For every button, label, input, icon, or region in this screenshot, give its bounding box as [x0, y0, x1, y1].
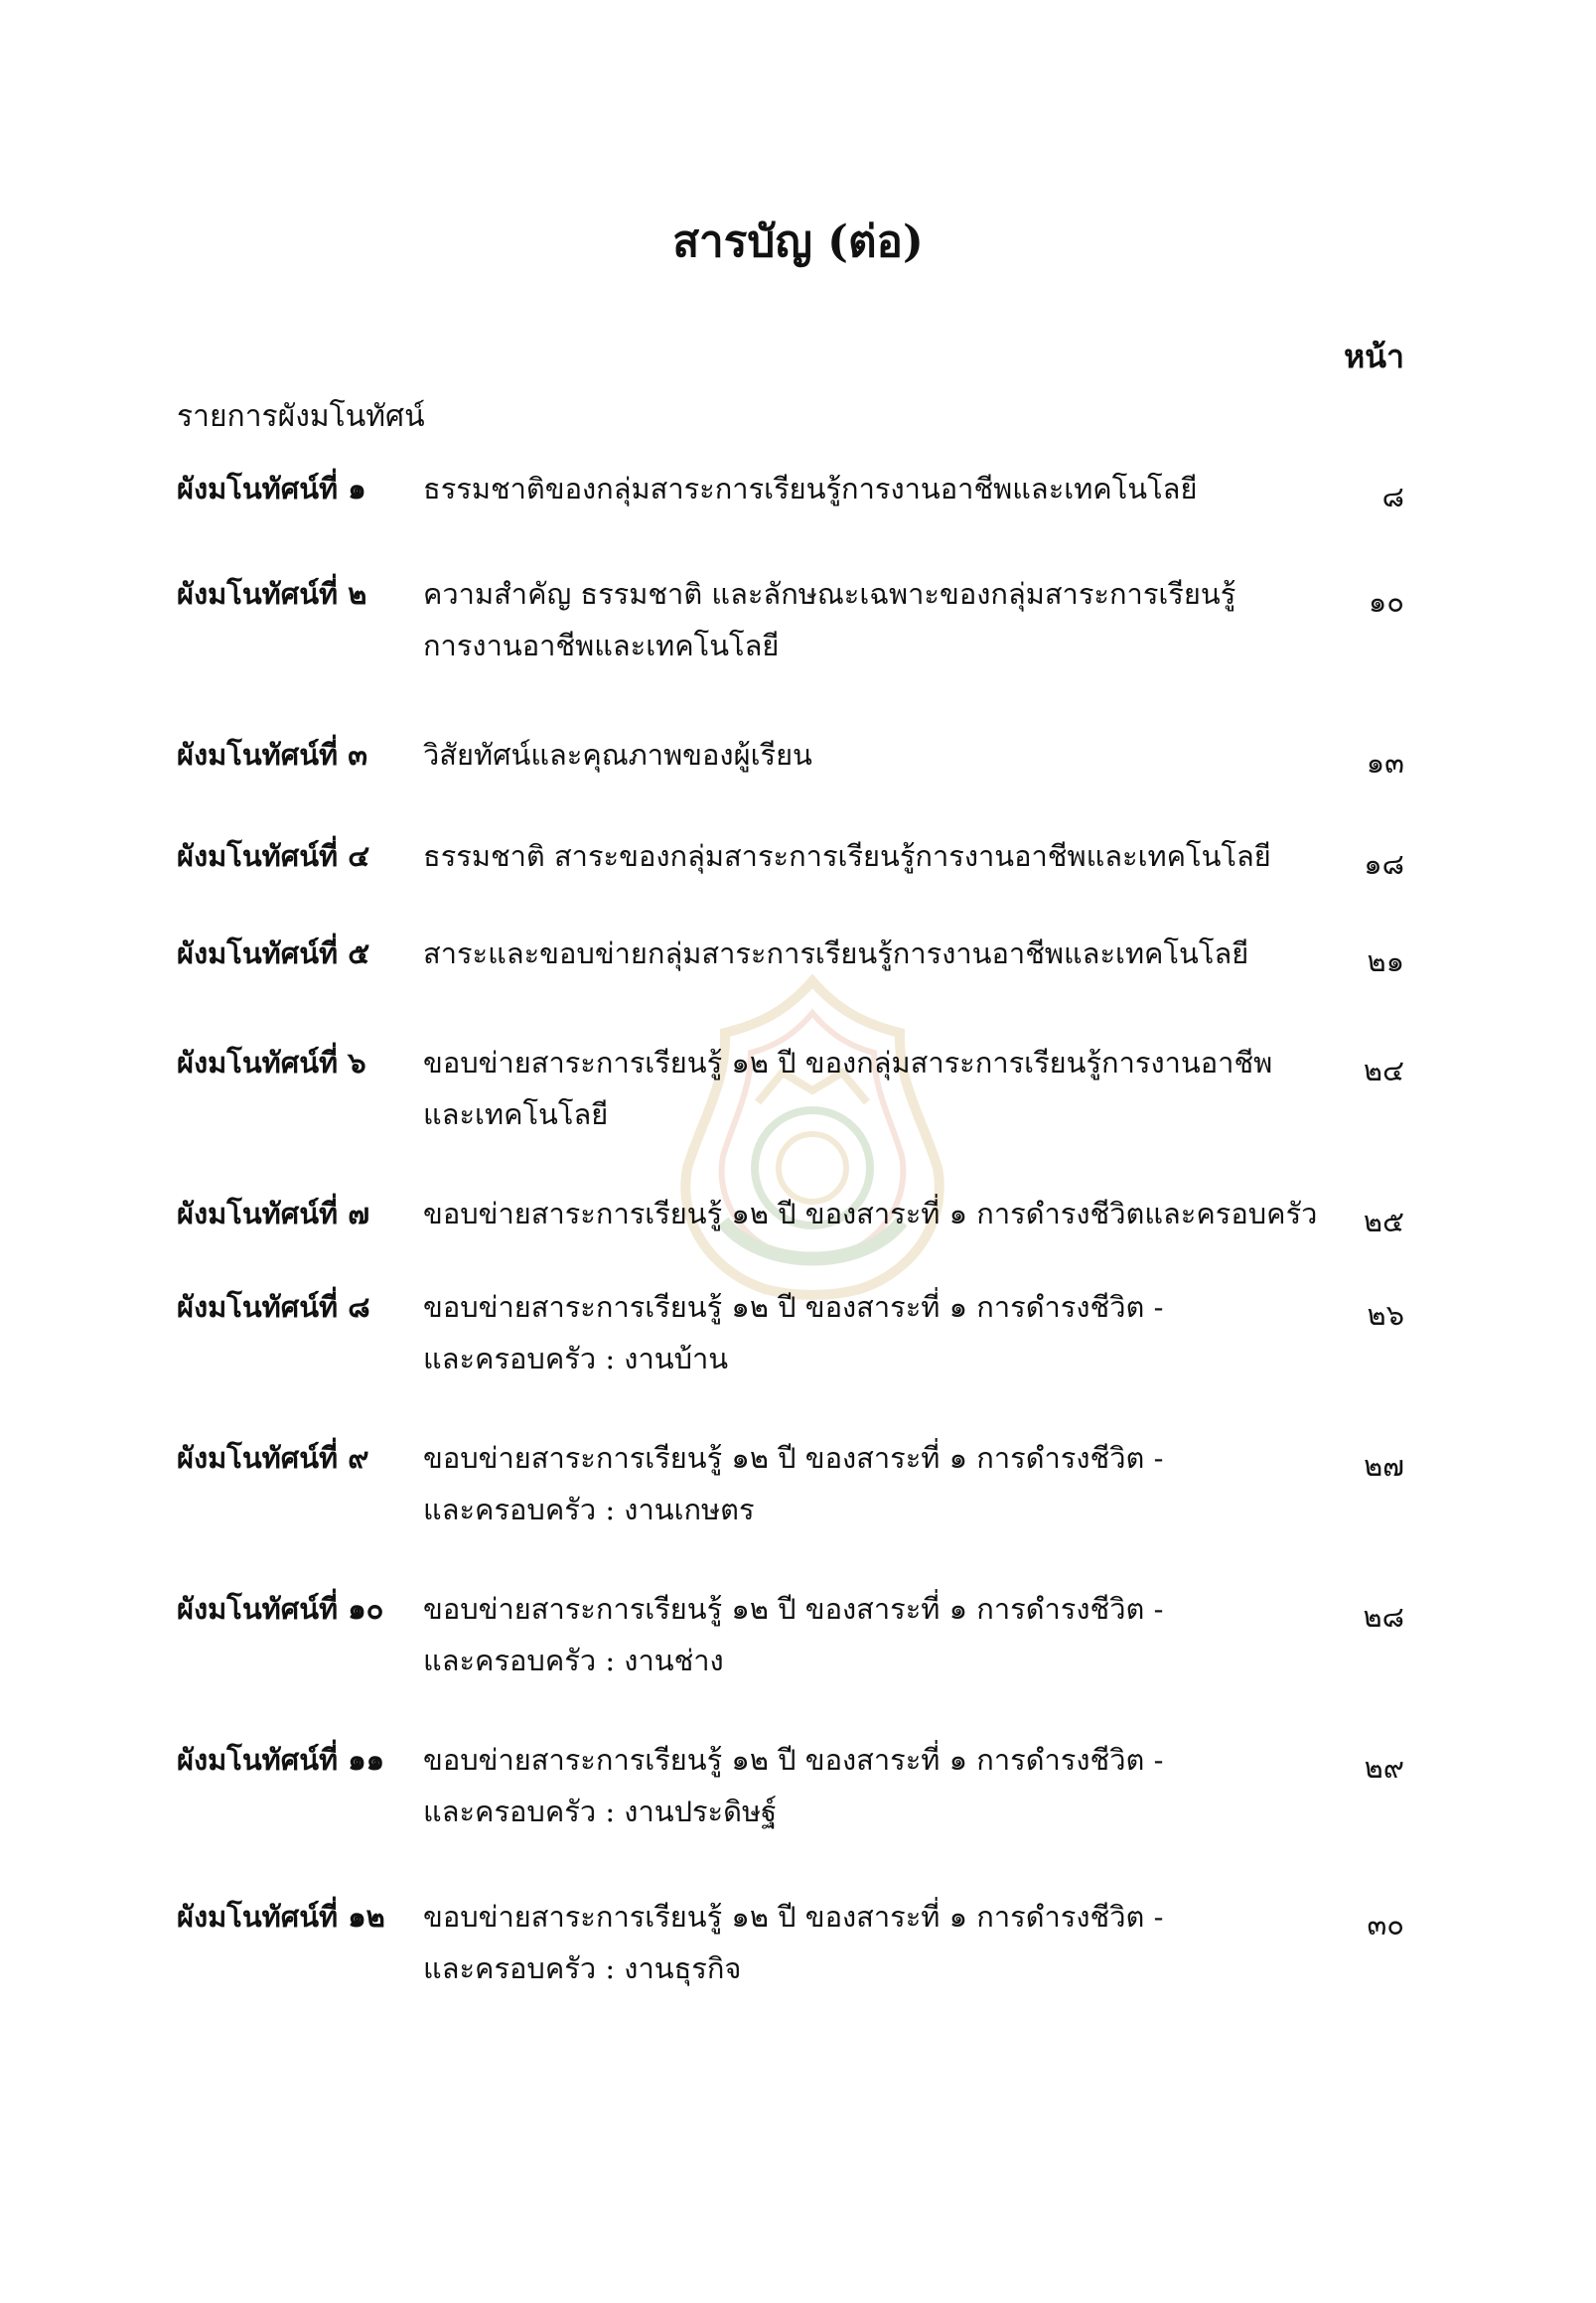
toc-entry-label: ผังมโนทัศน์ที่ ๑๑: [177, 1743, 385, 1777]
toc-entry-line: ความสำคัญ ธรรมชาติ และลักษณะเฉพาะของกลุ่มสาระการเรียนรู้: [423, 577, 1236, 611]
toc-entry-line: ขอบข่ายสาระการเรียนรู้ ๑๒ ปี ของสาระที่ ๑ การดำรงชีวิต -: [423, 1743, 1164, 1777]
section-label: รายการผังมโนทัศน์: [177, 399, 425, 434]
toc-entry-line: ขอบข่ายสาระการเรียนรู้ ๑๒ ปี ของสาระที่ ๑ การดำรงชีวิตและครอบครัว: [423, 1197, 1318, 1230]
toc-entry-line: และครอบครัว : งานประดิษฐ์: [423, 1795, 778, 1828]
toc-entry-page: ๑๓: [1366, 746, 1404, 780]
toc-entry-line: ขอบข่ายสาระการเรียนรู้ ๑๒ ปี ของสาระที่ ๑ การดำรงชีวิต -: [423, 1900, 1164, 1934]
toc-entry-page: ๑๘: [1364, 847, 1404, 881]
toc-entry-line: การงานอาชีพและเทคโนโลยี: [423, 629, 780, 662]
toc-entry-title: [423, 1188, 1318, 1239]
toc-entry-title: [423, 928, 1297, 979]
toc-entry-line: และครอบครัว : งานบ้าน: [423, 1342, 729, 1375]
toc-entry-label: ผังมโนทัศน์ที่ ๕: [177, 936, 370, 970]
toc-entry-line: และครอบครัว : งานธุรกิจ: [423, 1951, 742, 1985]
toc-entry-title: [423, 1734, 1297, 1837]
toc-entry-page: ๒๗: [1364, 1449, 1404, 1483]
toc-entry-line: ขอบข่ายสาระการเรียนรู้ ๑๒ ปี ของสาระที่ ๑ การดำรงชีวิต -: [423, 1290, 1164, 1324]
toc-entry-label: ผังมโนทัศน์ที่ ๑๐: [177, 1592, 384, 1626]
toc-entry-page: ๒๖: [1367, 1298, 1404, 1332]
toc-entry-page: ๒๘: [1363, 1600, 1404, 1634]
toc-entry-label: ผังมโนทัศน์ที่ ๙: [177, 1441, 369, 1475]
page-column-header: หน้า: [1344, 338, 1404, 375]
toc-entry-line: สาระและขอบข่ายกลุ่มสาระการเรียนรู้การงานอาชีพและเทคโนโลยี: [423, 936, 1249, 970]
toc-entry-page: ๒๙: [1364, 1751, 1404, 1785]
toc-entry-line: และครอบครัว : งานช่าง: [423, 1644, 724, 1677]
toc-entry-title: [423, 568, 1297, 671]
toc-entry-title: [423, 1432, 1297, 1535]
toc-entry-label: ผังมโนทัศน์ที่ ๘: [177, 1290, 370, 1324]
toc-entry-label: ผังมโนทัศน์ที่ ๓: [177, 738, 368, 772]
page-title: สารบัญ (ต่อ): [672, 216, 924, 267]
toc-entry-label: ผังมโนทัศน์ที่ ๒: [177, 577, 367, 611]
toc-entry-label: ผังมโนทัศน์ที่ ๑: [177, 472, 366, 505]
toc-entry-title: [423, 1037, 1297, 1140]
toc-entry-line: ธรรมชาติของกลุ่มสาระการเรียนรู้การงานอาชีพและเทคโนโลยี: [423, 472, 1198, 505]
toc-entry-title: [423, 463, 1297, 514]
toc-entry-title: [423, 1891, 1297, 1994]
toc-entry-title: [423, 1583, 1297, 1686]
toc-entry-line: ธรรมชาติ สาระของกลุ่มสาระการเรียนรู้การงานอาชีพและเทคโนโลยี: [423, 839, 1271, 873]
toc-entry-label: ผังมโนทัศน์ที่ ๑๒: [177, 1900, 385, 1934]
toc-entry-title: [423, 830, 1297, 882]
toc-entry-page: ๓๐: [1367, 1908, 1404, 1942]
toc-entry-page: ๒๕: [1363, 1205, 1404, 1238]
toc-entry-page: ๒๔: [1363, 1054, 1404, 1087]
toc-entry-line: ขอบข่ายสาระการเรียนรู้ ๑๒ ปี ของกลุ่มสาระการเรียนรู้การงานอาชีพ: [423, 1046, 1273, 1080]
toc-entry-label: ผังมโนทัศน์ที่ ๔: [177, 839, 370, 873]
toc-entry-line: ขอบข่ายสาระการเรียนรู้ ๑๒ ปี ของสาระที่ ๑ การดำรงชีวิต -: [423, 1441, 1164, 1475]
toc-entry-title: [423, 729, 1297, 781]
toc-entry-label: ผังมโนทัศน์ที่ ๖: [177, 1046, 366, 1080]
toc-entry-line: วิสัยทัศน์และคุณภาพของผู้เรียน: [423, 738, 812, 772]
toc-entry-page: ๒๑: [1367, 944, 1404, 978]
toc-entry-label: ผังมโนทัศน์ที่ ๗: [177, 1197, 370, 1230]
toc-entry-line: และครอบครัว : งานเกษตร: [423, 1493, 755, 1526]
toc-entry-page: ๑๐: [1368, 585, 1404, 619]
toc-entry-page: ๘: [1381, 480, 1404, 513]
toc-entry-line: และเทคโนโลยี: [423, 1097, 609, 1131]
toc-entry-title: [423, 1281, 1297, 1384]
toc-entry-line: ขอบข่ายสาระการเรียนรู้ ๑๒ ปี ของสาระที่ ๑ การดำรงชีวิต -: [423, 1592, 1164, 1626]
